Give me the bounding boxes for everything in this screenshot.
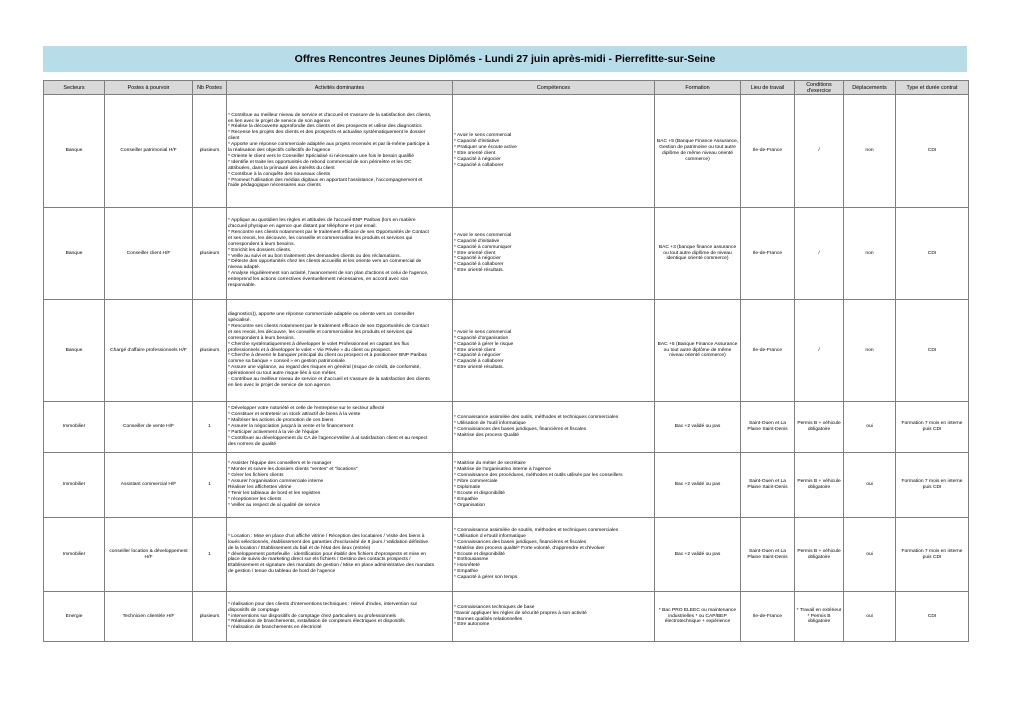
cell-poste: Conseiller patrimonial H/F <box>105 95 193 208</box>
cell-competences-line: * Empathie <box>454 569 478 575</box>
cell-deplacements: non <box>844 95 896 208</box>
header-lieu: Lieu de travail <box>741 81 795 95</box>
cell-poste: Technicien clientèle H/F <box>105 592 193 642</box>
cell-activites-line: comme sa banque « conseil » en gestion patrimoniale. <box>228 359 347 365</box>
table-row <box>44 402 969 453</box>
cell-deplacements: oui <box>844 453 896 518</box>
cell-secteur: Banque <box>44 300 105 402</box>
cell-activites-line: * réceptionner les clients <box>228 496 282 502</box>
cell-activites-line: * Promeut l'utilisation des médias digitaux en apportant l'assistance, l'accompagnement et <box>228 177 423 183</box>
cell-nb-postes: plusieurs <box>193 208 227 300</box>
cell-competences-line: * Etre orienté résultats. <box>454 268 504 274</box>
cell-competences-line: * Etre orienté client <box>454 347 496 353</box>
cell-competences-line: * Etre orienté client <box>454 151 496 156</box>
cell-competences-line: * Capacité à collaborer <box>454 359 504 365</box>
cell-competences-line: * Capacité d'initiative <box>454 238 500 244</box>
cell-activites-line: de gestion / tenue du tableau de bord de l'agence <box>228 569 336 575</box>
cell-competences-line: * Ecoute et disponibilité <box>454 490 505 496</box>
cell-conditions: / <box>795 208 844 300</box>
cell-conditions: Permis B + véhicule obligatoire <box>795 402 844 453</box>
cell-activites-line: * développement portefeuille : identification pour établir des fichiers d'eprospects et mise en <box>228 551 427 557</box>
cell-activites-line: * Assure une vigilance, au regard des risques en général (risque de crédit, de conformité, <box>228 365 421 371</box>
cell-lieu: Ile-de-France <box>741 300 795 402</box>
cell-lieu: Saint-Ouen et La Plaine Saint-Denis <box>741 402 795 453</box>
cell-competences-line: * Capacité à gérer le risque <box>454 341 514 347</box>
cell-competences-line: * Etre autonome <box>454 622 490 628</box>
cell-activites-line: * Identifie et traite les opportunités de rebond commercial de son périmètre et les OC <box>228 159 412 165</box>
cell-competences-line: * Connaissances des bases juridiques, financières et fiscales <box>454 427 587 432</box>
cell-nb-postes: 1 <box>193 402 227 453</box>
cell-activites-line: * Constituer et entretenir un stock attractif de biens à la vente <box>228 412 361 418</box>
cell-competences <box>453 402 655 453</box>
cell-secteur: Immobilier <box>44 402 105 453</box>
cell-activites-line: * Contribuer au développement du CA de l'agenceVeiller à al satisfaction client et au respect <box>228 435 428 441</box>
cell-activites <box>227 208 453 300</box>
cell-deplacements: oui <box>844 402 896 453</box>
cell-formation: Bac +2 validé ou pas <box>655 453 741 518</box>
cell-activites-line: * Participer activement à la vie de l'équipe <box>228 429 319 435</box>
table-row <box>44 518 969 592</box>
cell-activites-line: * Monter et suivre les dossiers clients "ventes" et "locations" <box>228 467 358 473</box>
cell-activites-line: * interventions sur dispositifs de comptage chez particuliers ou professionnels <box>228 613 396 619</box>
cell-nb-postes: plusieurs <box>193 300 227 402</box>
cell-poste: Chargé d'affaire professionnels H/F <box>105 300 193 402</box>
cell-competences-line: * Enthousiasme <box>454 557 489 563</box>
cell-competences-line: * Avoir le sens commercial <box>454 133 512 139</box>
cell-activites-line: * Assister l'équipe des conseillers et le manager <box>228 461 332 467</box>
cell-formation: BAC +5 (Banque Finance Assurance ou tout autre diplôme de même niveau orienté commerce) <box>655 300 741 402</box>
cell-secteur: Energie <box>44 592 105 642</box>
cell-activites-line: l'aide pédagogique nécessaires aux clients <box>228 183 321 189</box>
cell-activites-line: * Gérer les fichiers clients <box>228 473 284 479</box>
cell-competences-line: * Utilisation de l'outil informatique <box>454 421 526 427</box>
cell-activites-line: client <box>228 136 240 142</box>
table-row <box>44 95 969 208</box>
cell-lieu: Ile-de-France <box>741 592 795 642</box>
cell-activites <box>227 95 453 208</box>
cell-activites-line: * Oriente le client vers le Conseiller Spécialisé si nécessaire une fois le besoin qualifié <box>228 153 414 159</box>
page-title: Offres Rencontres Jeunes Diplômés - Lundi 27 juin après-midi - Pierrefitte-sur-Seine <box>43 46 967 72</box>
cell-activites-line: * Enrichit les dossiers clients. <box>228 247 292 253</box>
cell-activites-line: d'accueil physique en agence que distant par téléphone et par email. <box>228 223 377 229</box>
cell-conditions: / <box>795 95 844 208</box>
cell-activites-line: * Contribue au meilleur niveau de service et d'accueil et s'assure de la satisfaction des clients, <box>228 112 432 118</box>
cell-competences-line: * Capacité à négocier <box>454 256 501 262</box>
cell-activites-line: en lien avec le projet de service de son agence. <box>228 382 332 388</box>
cell-poste: Conseiller de vente H/F <box>105 402 193 453</box>
cell-activites <box>227 300 453 402</box>
cell-competences-line: * Capacité à communiquer <box>454 244 512 250</box>
cell-competences-line: * Capacité d'initiative <box>454 139 500 145</box>
cell-activites-line: en lien avec le projet de service de son agence <box>228 118 330 124</box>
cell-activites-line: * Assurer la négociation jusqu'à la vente et le financement <box>228 424 354 430</box>
cell-competences-line: * Etre orienté client <box>454 250 496 256</box>
cell-lieu: Saint-Ouen et La Plaine Saint-Denis <box>741 518 795 592</box>
cell-deplacements: non <box>844 208 896 300</box>
cell-activites-line: * Réalise la découverte approfondie des clients et des prospects et utilise des diagnostics <box>228 124 422 130</box>
cell-deplacements: oui <box>844 518 896 592</box>
cell-activites-line: Réaliser les affichettes vitrine <box>228 485 292 490</box>
cell-activites-line: * Maîtriser les actions de promotion de ces biens <box>228 418 334 424</box>
cell-competences-line: * Organisation <box>454 502 485 508</box>
cell-competences-line: * Maitrise du métier de secrétaire <box>454 461 526 467</box>
cell-competences-line: * Connaissances techniques de base <box>454 604 535 610</box>
cell-activites-line: * Détecte des opportunités chez les clients accueillis et les oriente vers un commercial de <box>228 259 422 265</box>
cell-competences-line: * Capacité à négocier <box>454 353 501 359</box>
header-postes: Postes à pourvoir <box>105 81 193 95</box>
cell-competences-line: * Fibre commerciale <box>454 479 498 485</box>
cell-activites-line: * Veille au suivi et au bon traitement des demandes clients ou des réclamations. <box>228 253 401 259</box>
cell-competences-line: * Capacité à gérer son temps <box>454 575 518 581</box>
cell-secteur: Immobilier <box>44 453 105 518</box>
cell-activites-line: - Contribue au meilleur niveau de service et d'accueil et s'assure de la satisfaction des clients <box>228 377 430 383</box>
cell-activites-line: entreprend les actions correctives éventuellement nécessaires, en accord avec son <box>228 277 409 283</box>
cell-lieu: Ile-de-France <box>741 208 795 300</box>
cell-competences-line: * Capacité à négocier <box>454 156 501 162</box>
cell-competences-line: * Connaissance assimilée des outils, méthodes et techniques commerciales <box>454 415 619 421</box>
cell-formation: Bac +2 validé ou pas <box>655 518 741 592</box>
cell-activites-line: * Recense les projets des clients et des prospects et actualise systématiquement le dossier <box>228 130 426 136</box>
cell-competences-line: * Avoir le sens commercial <box>454 232 512 238</box>
cell-poste: conseiller location & développement H/F <box>105 518 193 592</box>
cell-activites-line: des normes de qualité <box>228 441 277 447</box>
cell-activites-line: * Apporte une réponse commerciale adaptée aux projets recensés et par là-même participe à <box>228 142 430 148</box>
header-activites: Activités dominantes <box>227 81 453 95</box>
cell-competences-line: * Connaissance assimilée de soutils, méthodes et techniques commerciales <box>454 527 619 533</box>
cell-competences-line: * Maitrise de l'organisatino interne à l'agence <box>454 467 552 473</box>
cell-competences <box>453 95 655 208</box>
cell-formation: * Bac PRO ELEEC ou maintenance industrielles * ou CAP/BEP électrotechnique + expérience <box>655 592 741 642</box>
cell-activites-line: * Veiller au respect de al qualité de service <box>228 502 321 508</box>
cell-activites-line: * Rencontre ses clients notamment par le traitement efficace de ses Opportunités de Contact <box>228 229 429 235</box>
cell-competences-line: * Empathie <box>454 496 478 502</box>
cell-activites-line: opérationnel ou tout autre risque liés à son métier, <box>228 371 337 377</box>
cell-secteur: Banque <box>44 95 105 208</box>
cell-activites-line: professionnels et à développer le volet « Vie Privée » du client ou prospect. <box>228 347 392 353</box>
cell-competences <box>453 518 655 592</box>
cell-nb-postes: plusieurs <box>193 95 227 208</box>
header-secteurs: Secteurs <box>44 81 105 95</box>
cell-activites-line: niveau adapté. <box>228 265 261 271</box>
cell-competences-line: * Connaissance des procédures, méthodes et outils utilisés par les conseillers <box>454 473 623 479</box>
cell-poste: Assistant commercial H/F <box>105 453 193 518</box>
cell-activites-line: * Tenir les tableaux de bord et les registres <box>228 490 321 496</box>
cell-competences-line: * Connaissances des bases juridiques, financières et fiscales <box>454 539 587 545</box>
cell-conditions: * Travail en extérieur * Permis B obligatoire <box>795 592 844 642</box>
cell-competences-line: * Ecoute et disponibilité <box>454 551 505 557</box>
cell-activites-line: * Réalisation de branchements, installation de compteurs électriques et dispositifs <box>228 619 405 625</box>
cell-activites-line: spécialisé. <box>228 318 251 324</box>
cell-competences-line: * Capacité à collaborer <box>454 262 504 268</box>
cell-activites <box>227 518 453 592</box>
header-deplacements: Déplacements <box>844 81 896 95</box>
cell-competences-line: * Diplomatie <box>454 485 481 490</box>
cell-activites-line: * Cherche systématiquement à développer le volet Professionnel en captant les flux <box>228 341 410 347</box>
cell-activites <box>227 592 453 642</box>
cell-activites-line: * Rencontre ses clients notamment par le traitement efficace de ses Opportunités de Contact <box>228 323 429 329</box>
cell-competences-line: *Savoir appliquer les règles de sécurité propres à son activité <box>454 610 587 616</box>
table-row <box>44 208 969 300</box>
cell-activites-line: diagnostics)), apporte une réponse commerciale adaptée ou oriente vers un conseiller <box>228 312 415 318</box>
cell-deplacements: oui <box>844 592 896 642</box>
cell-secteur: Banque <box>44 208 105 300</box>
cell-activites-line: * Contribue à la conquête des nouveaux clients <box>228 171 331 177</box>
cell-conditions: / <box>795 300 844 402</box>
cell-activites-line: de la location / Etablissement du bail et de l'état des lieux (entrée) <box>228 545 371 551</box>
cell-competences-line: * Avoir le sens commercial <box>454 329 512 335</box>
cell-competences <box>453 453 655 518</box>
cell-contrat: CDI <box>896 592 969 642</box>
cell-conditions: Permis B + véhicule obligatoire <box>795 518 844 592</box>
cell-activites-line: loués sélectionnés, établissement des garanties d'exclusivité de 8 jours / Validation définitive <box>228 539 429 545</box>
cell-formation: Bac +2 validé ou pas <box>655 402 741 453</box>
cell-competences-line: * Capacité d'organisation <box>454 335 509 341</box>
table-row <box>44 592 969 642</box>
header-nb-postes: Nb Postes <box>193 81 227 95</box>
cell-contrat: Formation 7 mois en interne puis CDI <box>896 402 969 453</box>
cell-activites-line: et ses revois, les découvre, les conseille et commercialise les produits et services qui <box>228 235 413 241</box>
cell-activites-line: correspondent à leurs besoins. <box>228 241 295 247</box>
cell-competences-line: * Etre orienté résultats. <box>454 365 504 371</box>
header-conditions: Conditions d'exercice <box>795 81 844 95</box>
cell-contrat: CDI <box>896 208 969 300</box>
cell-activites-line: attribuées, dans la primauté des intérêts du client <box>228 165 335 171</box>
cell-activites-line: * Location : Mise en place d'un affiche vitrine / Réception des locataires / Visite des biens à <box>228 533 425 539</box>
cell-nb-postes: plusieurs <box>193 592 227 642</box>
cell-lieu: Saint-Ouen et La Plaine Saint-Denis <box>741 453 795 518</box>
cell-contrat: CDI <box>896 300 969 402</box>
cell-contrat: Formation 7 mois en interne puis CDI <box>896 518 969 592</box>
cell-competences-line: * Maitrise des process Qualité <box>454 432 519 438</box>
cell-poste: Conseiller client H/F <box>105 208 193 300</box>
cell-activites-line: * Assurer l'organisation commerciale interne <box>228 479 324 485</box>
cell-nb-postes: 1 <box>193 453 227 518</box>
cell-competences-line: * Pratiquer une écoute active <box>454 145 517 151</box>
header-row <box>44 81 969 95</box>
cell-competences-line: * Honnêteté <box>454 563 480 569</box>
cell-competences-line: * Maitrise des process qualité* Forte volonté, d'apprendre et d'évoluer <box>454 545 605 551</box>
cell-activites-line: Etablissement et signature des mandats de gestion / Mise en place administrative des mandats <box>228 563 435 569</box>
cell-secteur: Immobilier <box>44 518 105 592</box>
cell-activites-line: et ses revois, les découvre, les conseille et commercialise les produits et services qui <box>228 329 413 335</box>
header-formation: Formation <box>655 81 741 95</box>
cell-activites-line: * Cherche à devenir le banquier principal du client ou prospect et à positionner BNP Paribas <box>228 353 427 359</box>
table-row <box>44 300 969 402</box>
cell-activites-line: dispositifs de comptage <box>228 607 280 613</box>
cell-activites-line: * Développer votre notoriété et celle de l'entreprise sur le secteur affecté <box>228 406 385 412</box>
cell-activites-line: place de suivis de marketing direct sur els fichiers / Gestino des contacts prospects / <box>228 557 411 563</box>
cell-activites-line: la réalisation des objectifs collectifs de l'agence <box>228 148 331 154</box>
cell-activites-line: * Analyse régulièrement son activité, l'avancement de son plan d'actions et celui de l'agence, <box>228 271 429 277</box>
cell-competences-line: * Utilisation d el'outil informatique <box>454 533 526 539</box>
cell-contrat: CDI <box>896 95 969 208</box>
cell-contrat: Formation 7 mois en interne puis CDI <box>896 453 969 518</box>
cell-competences-line: * Capacité à collaborer <box>454 162 504 168</box>
cell-conditions: Permis B + véhicule obligatoire <box>795 453 844 518</box>
header-competences: Compétences <box>453 81 655 95</box>
cell-activites-line: responsable. <box>228 283 257 289</box>
cell-competences <box>453 592 655 642</box>
table-row <box>44 453 969 518</box>
cell-activites-line: * réalisation de branchements en électricité <box>228 625 322 631</box>
cell-activites <box>227 402 453 453</box>
cell-competences <box>453 300 655 402</box>
table-body <box>44 95 969 642</box>
header-contrat: Type et durée contrat <box>896 81 969 95</box>
cell-deplacements: non <box>844 300 896 402</box>
cell-competences <box>453 208 655 300</box>
cell-lieu: Ile-de-France <box>741 95 795 208</box>
cell-activites-line: correspondent à leurs besoins. <box>228 335 295 341</box>
cell-formation: BAC +5 (Banque Finance Assurance, Gestion de patrimoine ou tout autre diplôme de même niveau orienté commerce) <box>655 95 741 208</box>
cell-nb-postes: 1 <box>193 518 227 592</box>
offers-table <box>43 80 969 642</box>
cell-activites-line: * Applique au quotidien les règles et attitudes de l'accueil BNP Paribas (lors en matière <box>228 218 416 224</box>
cell-activites <box>227 453 453 518</box>
cell-formation: BAC +3 (banque finance assurance ou tout autre diplôme de niveau identique orienté commerce) <box>655 208 741 300</box>
cell-competences-line: * Bonnes qualités relationnelles <box>454 616 523 622</box>
cell-activites-line: * réalisation pour des clients d'interventions techniques : relevé d'index, intervention sur <box>228 601 418 607</box>
